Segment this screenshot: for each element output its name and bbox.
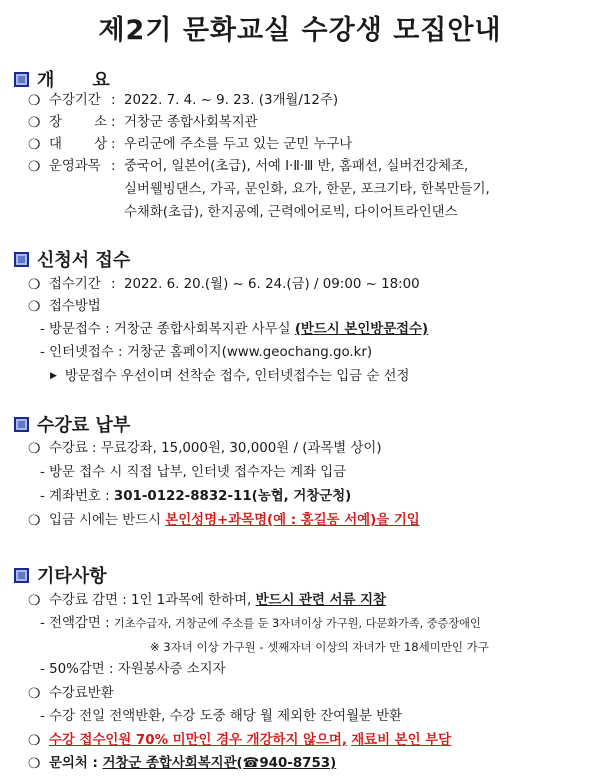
payment-note: - 방문 접수 시 직접 납부, 인터넷 접수자는 계좌 입금	[40, 465, 347, 480]
courses-line-1: 중국어, 일본어(초급), 서예 Ⅰ·Ⅱ·Ⅲ 반, 홈패션, 실버건강체조,	[124, 159, 469, 174]
place-label	[49, 113, 107, 133]
reduction-prefix: 수강료 감면 : 1인 1과목에 한하며,	[49, 593, 252, 608]
full-reduction-row	[40, 614, 481, 634]
heading-char-1: 개	[37, 70, 55, 91]
circle-bullet-icon: ❍	[28, 299, 41, 315]
priority-note: 방문접수 우선이며 선착순 접수, 인터넷접수는 입금 순 선정	[64, 369, 410, 384]
deposit-row	[49, 511, 420, 531]
visit-label: - 방문접수 :	[40, 322, 110, 337]
circle-bullet-icon: ❍	[28, 277, 41, 293]
target-label	[49, 135, 107, 155]
target-label-a: 대	[49, 137, 62, 152]
cancel-rule: 수강 접수인원 70% 미만인 경우 개강하지 않으며,	[49, 733, 347, 748]
circle-bullet-icon: ❍	[28, 137, 41, 153]
circle-bullet-icon: ❍	[28, 756, 41, 772]
colon: :	[111, 115, 116, 130]
target-label-b: 상	[94, 137, 107, 152]
fee-heading-text: 수강료 납부	[37, 415, 131, 436]
period-label: 수강기간	[49, 93, 101, 108]
account-value: 301-0122-8832-11(농협, 거창군청)	[113, 489, 352, 504]
account-label: - 계좌번호 :	[40, 489, 110, 504]
square-bullet-icon	[14, 72, 29, 87]
reduction-row	[49, 591, 386, 611]
fee-value: 무료강좌, 15,000원, 30,000원 / (과목별 상이)	[100, 441, 382, 456]
circle-bullet-icon: ❍	[28, 159, 41, 175]
circle-bullet-icon: ❍	[28, 513, 41, 529]
visit-note: (반드시 본인방문접수)	[294, 322, 429, 337]
target-value: 우리군에 주소를 두고 있는 군민 누구나	[124, 137, 353, 152]
full-reduction-label: - 전액감면 :	[40, 616, 110, 631]
visit-row	[40, 320, 428, 340]
courses-line-2: 실버웰빙댄스, 가곡, 문인화, 요가, 한문, 포크기타, 한복만들기,	[124, 182, 490, 197]
reduction-rule: 반드시 관련 서류 지참	[255, 593, 386, 608]
contact-row	[49, 754, 336, 774]
place-label-a: 장	[49, 115, 62, 130]
colon: :	[111, 159, 116, 174]
contact-label: 문의처 :	[49, 756, 98, 771]
application-period-value: 2022. 6. 20.(월) ~ 6. 24.(금) / 09:00 ~ 18:00	[124, 277, 420, 292]
colon: :	[111, 93, 116, 108]
application-method-label: 접수방법	[49, 299, 101, 314]
refund-label: 수강료반환	[49, 686, 114, 701]
page-title: 제2기 문화교실 수강생 모집안내	[98, 15, 502, 46]
section-fee-heading	[14, 411, 130, 437]
visit-value: 거창군 종합사회복지관 사무실	[113, 322, 291, 337]
half-reduction-label: - 50%감면 :	[40, 662, 114, 677]
half-reduction-row	[40, 660, 226, 680]
section-application-heading	[14, 246, 130, 272]
section-etc-heading	[14, 562, 107, 588]
cancel-row	[49, 731, 451, 751]
section-overview-heading	[14, 66, 110, 92]
online-row	[40, 343, 372, 363]
circle-bullet-icon: ❍	[28, 93, 41, 109]
application-heading-text: 신청서 접수	[37, 250, 131, 271]
triangle-bullet-icon: ▶	[50, 371, 57, 381]
circle-bullet-icon: ❍	[28, 441, 41, 457]
refund-value: - 수강 전일 전액반환, 수강 도중 해당 월 제외한 잔여월분 반환	[40, 709, 403, 724]
application-period-label: 접수기간	[49, 277, 101, 292]
half-reduction-value: 자원봉사증 소지자	[117, 662, 226, 677]
circle-bullet-icon: ❍	[28, 593, 41, 609]
heading-char-2: 요	[92, 70, 110, 91]
material-rule: 재료비 본인 부담	[351, 733, 452, 748]
full-reduction-value: 기초수급자, 거창군에 주소를 둔 3자녀이상 가구원, 다문화가족, 중증장애인	[113, 617, 481, 630]
online-label: - 인터넷접수 :	[40, 345, 123, 360]
online-value: 거창군 홈페이지(www.geochang.go.kr)	[126, 345, 373, 360]
place-value: 거창군 종합사회복지관	[124, 115, 258, 130]
full-reduction-note: ※ 3자녀 이상 가구원 - 셋째자녀 이상의 자녀가 만 18세미만인 가구	[150, 640, 489, 654]
circle-bullet-icon: ❍	[28, 686, 41, 702]
square-bullet-icon	[14, 568, 29, 583]
square-bullet-icon	[14, 417, 29, 432]
square-bullet-icon	[14, 252, 29, 267]
fee-row	[49, 439, 382, 459]
deposit-prefix: 입금 시에는 반드시	[49, 513, 161, 528]
courses-label: 운영과목	[49, 159, 101, 174]
circle-bullet-icon: ❍	[28, 733, 41, 749]
courses-line-3: 수채화(초급), 한지공예, 근력에어로빅, 다이어트라인댄스	[124, 205, 458, 220]
deposit-rule: 본인성명+과목명(예 : 홍길동 서예)을 기입	[165, 513, 420, 528]
priority-row	[50, 366, 409, 387]
place-label-b: 소	[94, 115, 107, 130]
fee-label: 수강료 :	[49, 441, 97, 456]
account-row	[40, 487, 351, 507]
etc-heading-text: 기타사항	[37, 566, 107, 587]
contact-value: 거창군 종합사회복지관(☎940-8753)	[102, 756, 337, 771]
colon: :	[111, 277, 116, 292]
circle-bullet-icon: ❍	[28, 115, 41, 131]
period-value: 2022. 7. 4. ~ 9. 23. (3개월/12주)	[124, 93, 339, 108]
colon: :	[111, 137, 116, 152]
